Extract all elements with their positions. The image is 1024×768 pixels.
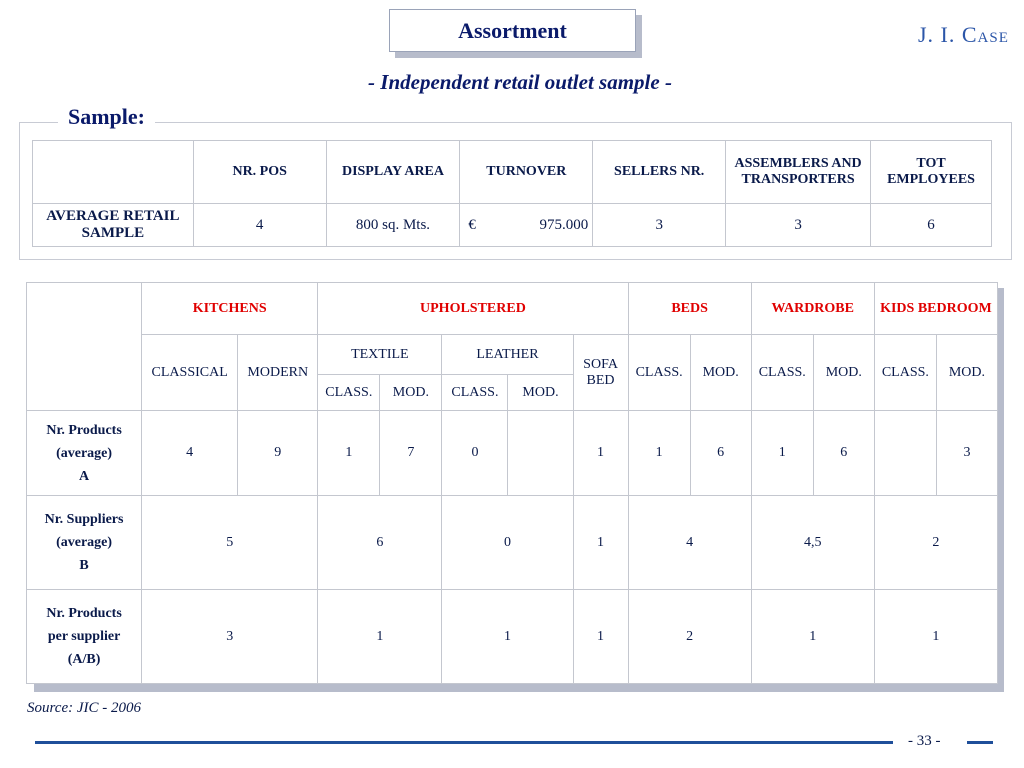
value-cell: 1 <box>573 590 628 684</box>
footer-divider-end <box>967 741 993 744</box>
value-cell: 2 <box>628 590 751 684</box>
value-cell: 6 <box>813 411 874 496</box>
value-cell: 0 <box>442 411 508 496</box>
category-upholstered: UPHOLSTERED <box>318 283 628 335</box>
category-wardrobe: WARDROBE <box>751 283 874 335</box>
cell-nr-pos: 4 <box>193 204 326 247</box>
row-label-line: Nr. Products <box>46 422 122 438</box>
sub-textile-mod: MOD. <box>380 375 442 411</box>
header-assemblers: ASSEMBLERS AND TRANSPORTERS <box>726 141 871 204</box>
value-cell: 9 <box>238 411 318 496</box>
turnover-currency: € <box>468 216 476 233</box>
row-label-line: B <box>79 558 89 573</box>
cell-tot-employees: 6 <box>871 204 992 247</box>
row-label-line: Nr. Products <box>46 606 122 621</box>
value-cell: 2 <box>874 496 997 590</box>
sub-sofa-bed: SOFA BED <box>573 335 628 411</box>
value-cell: 1 <box>318 411 380 496</box>
ratio-row <box>27 590 998 684</box>
value-cell: 4 <box>142 411 238 496</box>
value-cell: 6 <box>318 496 442 590</box>
sub-leather-class: CLASS. <box>442 375 508 411</box>
sub-wardrobe-class: CLASS. <box>751 335 813 411</box>
value-cell: 6 <box>690 411 751 496</box>
sub-textile-class: CLASS. <box>318 375 380 411</box>
value-cell: 0 <box>442 496 573 590</box>
cell-turnover <box>460 204 593 247</box>
value-cell: 7 <box>380 411 442 496</box>
header-tot-employees: TOT EMPLOYEES <box>871 141 992 204</box>
page-number: - 33 - <box>908 733 941 749</box>
value-cell: 5 <box>142 496 318 590</box>
slide-title: Assortment <box>389 9 636 52</box>
value-cell: 1 <box>573 496 628 590</box>
empty-corner-cell <box>27 283 142 411</box>
sub-beds-class: CLASS. <box>628 335 690 411</box>
sample-header-row <box>33 141 992 204</box>
category-beds: BEDS <box>628 283 751 335</box>
value-cell <box>874 411 936 496</box>
sub-modern: MODERN <box>238 335 318 411</box>
row-label-products <box>27 411 142 496</box>
footer-divider <box>35 741 893 744</box>
header-nr-pos: NR. POS <box>193 141 326 204</box>
value-cell: 1 <box>318 590 442 684</box>
category-kitchens: KITCHENS <box>142 283 318 335</box>
row-label-line: Nr. Suppliers <box>44 512 124 527</box>
sub-wardrobe-mod: MOD. <box>813 335 874 411</box>
sub-kids-class: CLASS. <box>874 335 936 411</box>
empty-header-cell <box>33 141 194 204</box>
products-row <box>27 411 998 496</box>
slide-subtitle: - Independent retail outlet sample - <box>368 70 672 94</box>
row-label-line: (A/B) <box>67 652 101 667</box>
value-cell: 3 <box>142 590 318 684</box>
value-cell: 1 <box>751 590 874 684</box>
cell-display-area: 800 sq. Mts. <box>326 204 460 247</box>
sub-leather-mod: MOD. <box>508 375 573 411</box>
row-label-line: (average) <box>56 535 113 550</box>
value-cell <box>508 411 573 496</box>
sub-textile: TEXTILE <box>318 335 442 375</box>
row-label-suppliers <box>27 496 142 590</box>
value-cell: 1 <box>573 411 628 496</box>
sample-table <box>32 140 992 247</box>
value-cell: 4,5 <box>751 496 874 590</box>
category-kids-bedroom: KIDS BEDROOM <box>874 283 997 335</box>
category-row <box>27 283 998 335</box>
sub-classical: CLASSICAL <box>142 335 238 411</box>
sub-kids-mod: MOD. <box>936 335 997 411</box>
source-note: Source: JIC - 2006 <box>27 700 141 716</box>
value-cell: 1 <box>751 411 813 496</box>
row-label-average: AVERAGE RETAIL SAMPLE <box>33 204 194 247</box>
value-cell: 4 <box>628 496 751 590</box>
suppliers-row <box>27 496 998 590</box>
sample-data-row <box>33 204 992 247</box>
header-sellers: SELLERS NR. <box>593 141 726 204</box>
header-turnover: TURNOVER <box>460 141 593 204</box>
company-logo: J. I. Case <box>918 22 1009 47</box>
sub-leather: LEATHER <box>442 335 573 375</box>
row-label-ratio <box>27 590 142 684</box>
row-label-line: per supplier <box>47 629 121 644</box>
header-display-area: DISPLAY AREA <box>326 141 460 204</box>
cell-assemblers: 3 <box>726 204 871 247</box>
value-cell: 1 <box>442 590 573 684</box>
sample-label: Sample: <box>58 104 155 130</box>
cell-sellers: 3 <box>593 204 726 247</box>
sub-beds-mod: MOD. <box>690 335 751 411</box>
turnover-value: 975.000 <box>539 216 589 233</box>
row-label-line: (average) <box>56 445 113 461</box>
assortment-table <box>26 282 998 684</box>
value-cell: 1 <box>628 411 690 496</box>
subcategory-row <box>27 335 998 375</box>
value-cell: 3 <box>936 411 997 496</box>
row-label-line: A <box>78 468 90 484</box>
value-cell: 1 <box>874 590 997 684</box>
